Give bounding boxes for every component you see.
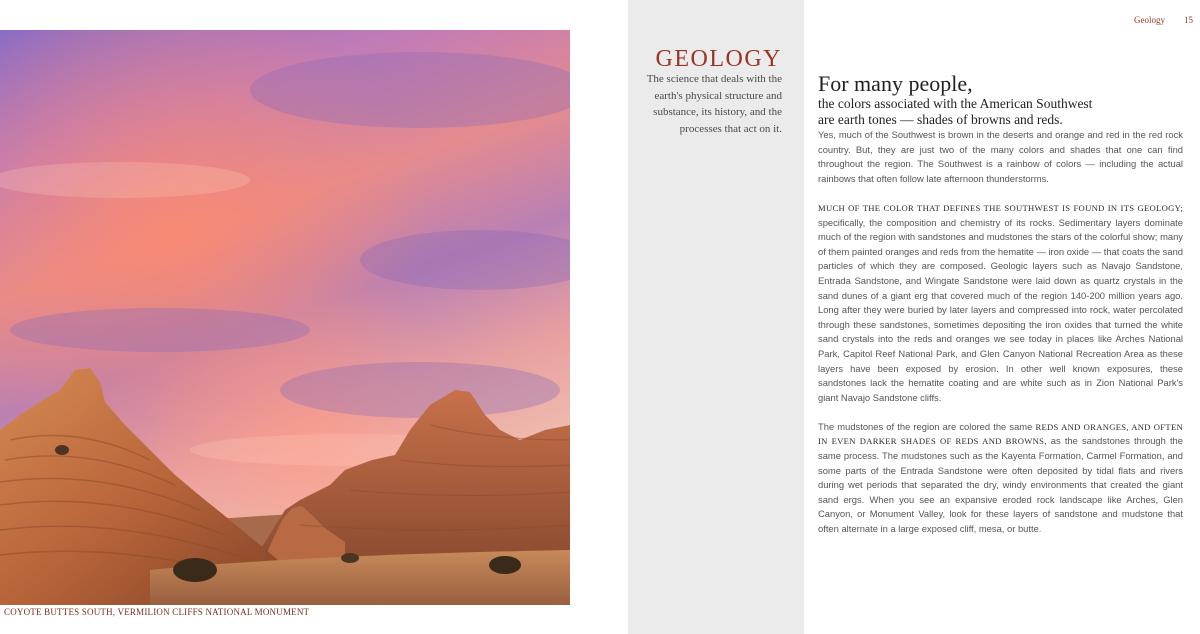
article-body — [818, 72, 1183, 537]
paragraph-mudstones-smallcaps: REDS AND ORANGES, AND OFTEN IN EVEN DARKER SHADES OF REDS AND BROWNS, — [818, 421, 1183, 447]
running-header-title: Geology — [1134, 15, 1165, 25]
paragraph-geology-smallcaps: MUCH OF THE COLOR THAT DEFINES THE SOUTHWEST IS FOUND IN ITS GEOLOGY; — [818, 202, 1183, 213]
sidebar-title: GEOLOGY — [655, 46, 782, 72]
page-number: 15 — [1184, 15, 1193, 25]
paragraph-mudstones-start: The mudstones of the region are colored the same — [818, 420, 1036, 432]
paragraph-intro: Yes, much of the Southwest is brown in the deserts and orange and red in the red rock country. But, they are just two of the many colors and shades that one can find throughout the region. The Southwest is a rainbow of colors — including the actual rainbows that often follow late afternoon thunderstorms. — [818, 129, 1183, 184]
landscape-photo — [0, 30, 570, 605]
paragraph-geology-body: specifically, the composition and chemistry of its rocks. Sedimentary layers dominate much of the region with sandstones and mudstones the stars of the colorful show; many of them painted oranges and reds from the hematite — iron oxide — that coats the sand particles of which they are composed. Geologic layers such as Navajo Sandstone, Entrada Sandstone, and Wingate Sandstone were laid down as quartz crystals in the sand dunes of a giant erg that covered much of the region 140-200 million years ago. Long after they were buried by later layers and compressed into rock, water percolated through these sandstones, sometimes depositing the iron oxides that turned the white sand crystals into the reds and oranges we see today in places like Arches National Park, Capitol Reef National Park, and Glen Canyon National Recreation Area as these layers have been exposed by erosion. In other well known exposures, these sandstones lack the hematite coating and are white such as in Zion National Park's giant Navajo Sandstone cliffs. — [818, 216, 1183, 403]
sidebar-definition: The science that deals with the earth's physical structure and substance, its history, and the processes that act on it. — [646, 73, 782, 135]
lead-subheading-line2: are earth tones — shades of browns and reds. — [818, 112, 1063, 127]
paragraph-mudstones-end: as the sandstones through the same process. The mudstones such as the Kayenta Formation, Carmel Formation, and some parts of the Entrada Sandstone were often deposited by tidal flats and rivers during wet periods that separated the dry, windy environments that created the giant sand ergs. When you see an expansive eroded rock landscape like Arches, Glen Canyon, or Monument Valley, look for these layers of sandstone and mudstone that often alternate in a large exposed cliff, mesa, or butte. — [818, 435, 1183, 535]
paragraph-geology — [818, 201, 1183, 405]
lead-heading: For many people, — [818, 71, 973, 96]
definition-sidebar — [628, 0, 804, 634]
paragraph-mudstones — [818, 420, 1183, 537]
lead-subheading-line1: the colors associated with the American Southwest — [818, 96, 1093, 111]
photo-caption: COYOTE BUTTES SOUTH, VERMILION CLIFFS NATIONAL MONUMENT — [4, 607, 310, 617]
